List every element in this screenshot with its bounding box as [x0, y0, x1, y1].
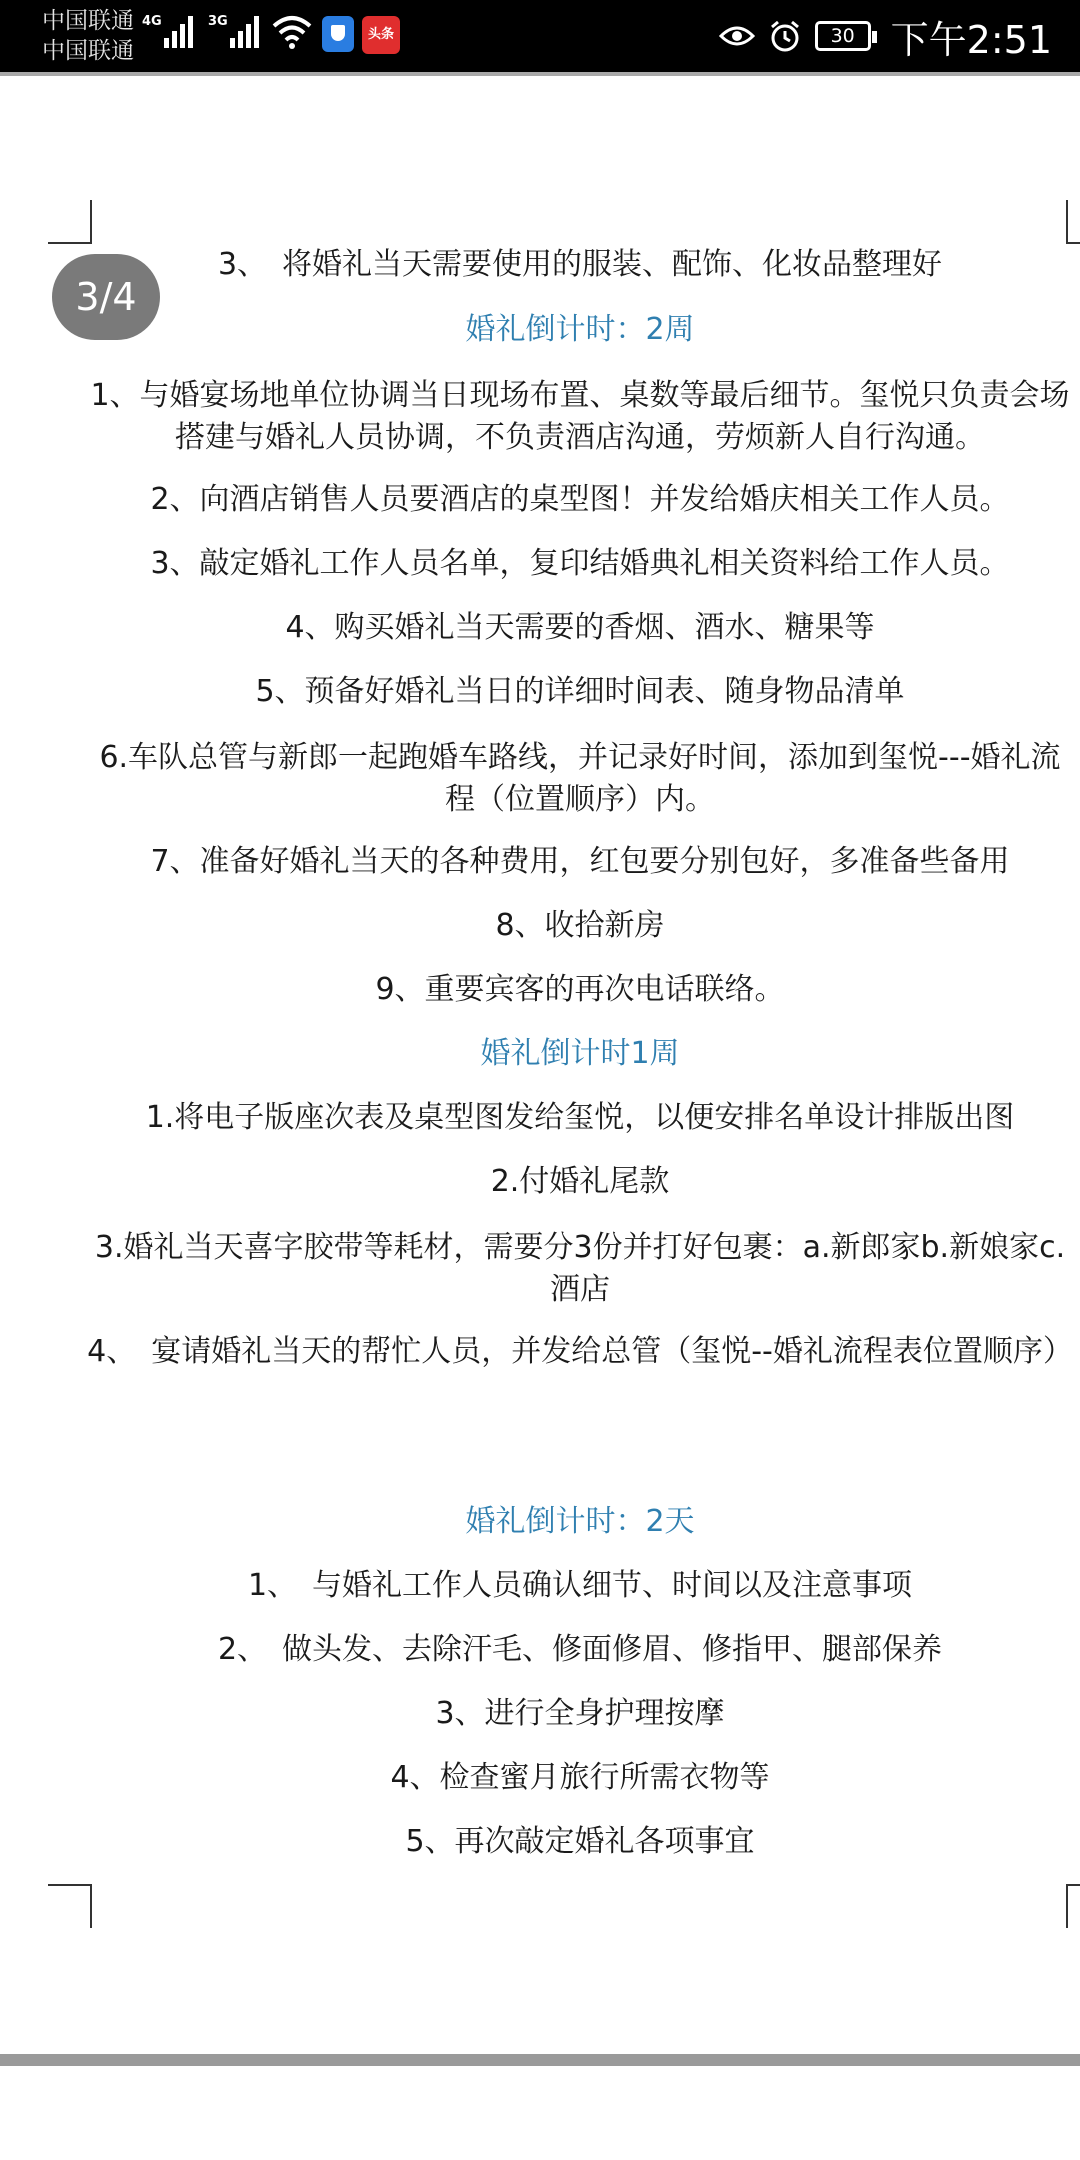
alarm-icon — [769, 19, 801, 53]
list-item: 6.车队总管与新郎一起跑婚车路线，并记录好时间，添加到玺悦---婚礼流程（位置顺序）内。 — [99, 740, 1061, 817]
list-item: 3、进行全身护理按摩 — [435, 1696, 725, 1731]
status-time: 下午2:51 — [890, 17, 1052, 62]
list-item: 3.婚礼当天喜字胶带等耗材，需要分3份并打好包裹：a.新郎家b.新娘家c.酒店 — [94, 1230, 1066, 1307]
carrier-2: 中国联通 — [42, 38, 134, 64]
list-item: 5、再次敲定婚礼各项事宜 — [405, 1824, 755, 1859]
crop-mark-bottom-right — [1066, 1884, 1080, 1928]
sim2-network-label: 3G — [208, 14, 228, 29]
crop-mark-top-left — [48, 200, 92, 244]
list-item: 2、 做头发、去除汗毛、修面修眉、修指甲、腿部保养 — [217, 1632, 943, 1667]
sim1-signal — [142, 14, 193, 48]
crop-mark-top-right — [1066, 200, 1080, 244]
status-right-group — [719, 0, 1052, 72]
list-item: 3、敲定婚礼工作人员名单，复印结婚典礼相关资料给工作人员。 — [150, 546, 1010, 581]
intro-item: 3、 将婚礼当天需要使用的服装、配饰、化妆品整理好 — [217, 247, 943, 282]
list-item: 2.付婚礼尾款 — [490, 1164, 670, 1199]
sim1-network-label: 4G — [142, 14, 162, 29]
list-item: 2、向酒店销售人员要酒店的桌型图！并发给婚庆相关工作人员。 — [150, 482, 1010, 517]
carrier-labels — [42, 6, 134, 66]
list-item: 5、预备好婚礼当日的详细时间表、随身物品清单 — [255, 674, 905, 709]
section-heading-1week: 婚礼倒计时1周 — [480, 1036, 680, 1071]
list-item: 4、购买婚礼当天需要的香烟、酒水、糖果等 — [285, 610, 875, 645]
eye-icon — [719, 24, 755, 48]
list-item: 1、与婚宴场地单位协调当日现场布置、桌数等最后细节。玺悦只负责会场搭建与婚礼人员协调，不负责酒店沟通，劳烦新人自行沟通。 — [90, 378, 1070, 455]
status-divider — [0, 72, 1080, 76]
shield-app-icon — [322, 16, 354, 52]
page-bottom-divider — [0, 2054, 1080, 2066]
carrier-1: 中国联通 — [42, 8, 134, 34]
section-heading-2days: 婚礼倒计时：2天 — [465, 1504, 695, 1539]
signal-bars-icon — [230, 14, 259, 48]
news-app-icon: 头条 — [362, 16, 400, 54]
list-item: 1.将电子版座次表及桌型图发给玺悦，以便安排名单设计排版出图 — [145, 1100, 1015, 1135]
sim2-signal — [208, 14, 259, 48]
list-item: 8、收拾新房 — [495, 908, 665, 943]
battery-icon: 30 — [815, 21, 871, 51]
list-item: 4、 宴请婚礼当天的帮忙人员，并发给总管（玺悦--婚礼流程表位置顺序） — [87, 1334, 1073, 1369]
list-item: 1、 与婚礼工作人员确认细节、时间以及注意事项 — [247, 1568, 913, 1603]
list-item: 7、准备好婚礼当天的各种费用，红包要分别包好，多准备些备用 — [150, 844, 1010, 879]
crop-mark-bottom-left — [48, 1884, 92, 1928]
wifi-icon — [272, 14, 312, 50]
page-indicator-badge: 3/4 — [52, 254, 160, 340]
signal-bars-icon — [164, 14, 193, 48]
list-item: 9、重要宾客的再次电话联络。 — [375, 972, 785, 1007]
list-item: 4、检查蜜月旅行所需衣物等 — [390, 1760, 770, 1795]
section-heading-2weeks: 婚礼倒计时：2周 — [465, 312, 695, 347]
status-bar — [0, 0, 1080, 72]
